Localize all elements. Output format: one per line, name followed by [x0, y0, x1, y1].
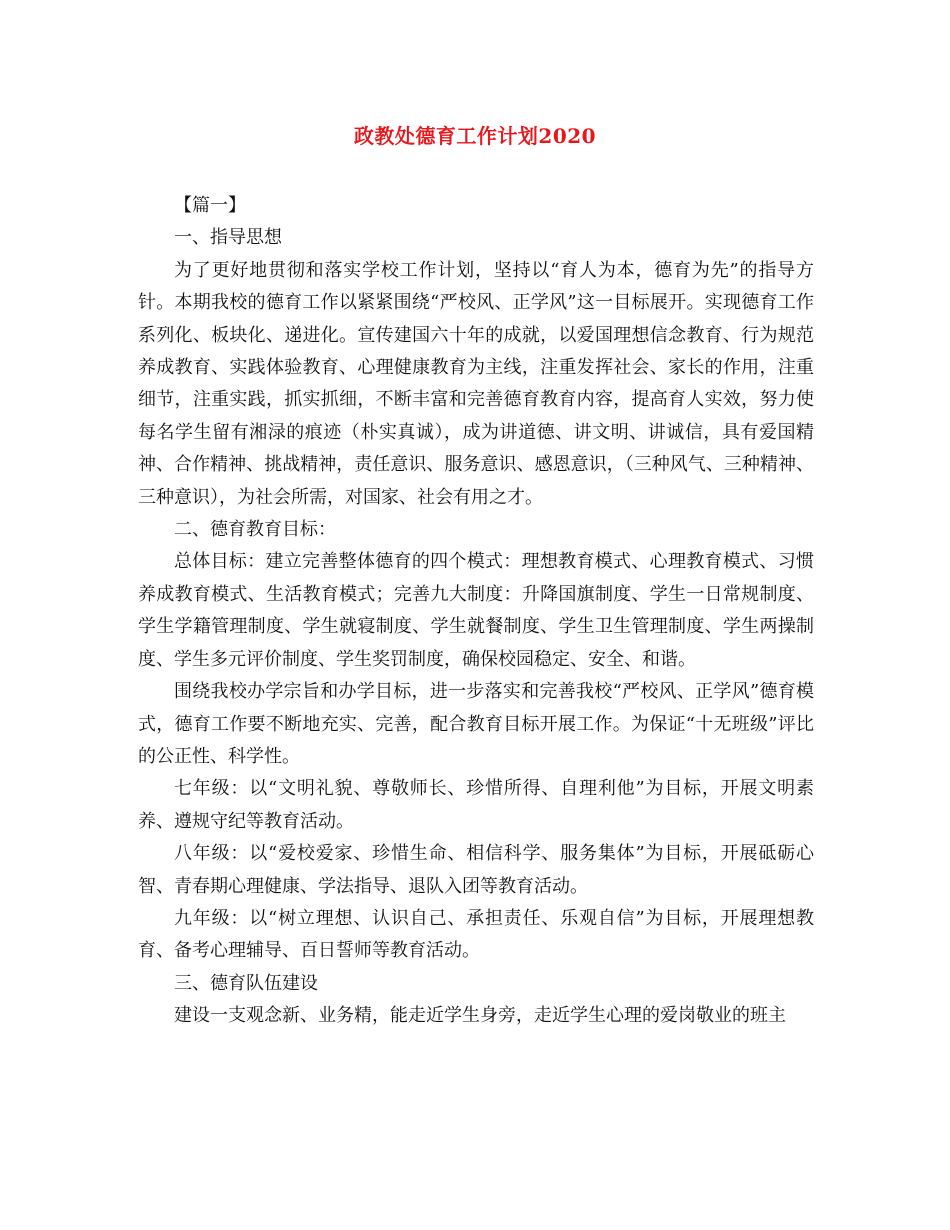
paragraph-guiding-ideology: 为了更好地贯彻和落实学校工作计划，坚持以“育人为本，德育为先”的指导方针。本期我校的德育工作以紧紧围绕“严校风、正学风”这一目标展开。实现德育工作系列化、板块化、递进化。宣传建国六十年的成就，以爱国理想信念教育、行为规范养成教育、实践体验教育、心理健康教育为主线，注重发挥社会、家长的作用，注重细节，注重实践，抓实抓细，不断丰富和完善德育教育内容，提高育人实效，努力使每名学生留有湘渌的痕迹（朴实真诚），成为讲道德、讲文明、讲诚信，具有爱国精神、合作精神、挑战精神，责任意识、服务意识、感恩意识，（三种风气、三种精神、三种意识），为社会所需，对国家、社会有用之才。 [138, 259, 814, 508]
paragraph-grade-nine: 九年级：以“树立理想、认识自己、承担责任、乐观自信”为目标，开展理想教育、备考心理辅导、百日誓师等教育活动。 [138, 907, 814, 962]
document-body [138, 190, 814, 1033]
section-label-pian-yi: 【篇一】 [174, 195, 246, 216]
heading-guiding-ideology: 一、指导思想 [174, 227, 282, 249]
paragraph-grade-seven: 七年级：以“文明礼貌、尊敬师长、珍惜所得、自理利他”为目标，开展文明素养、遵规守纪等教育活动。 [138, 778, 814, 832]
paragraph-team-building: 建设一支观念新、业务精，能走近学生身旁，走近学生心理的爱岗敬业的班主 [174, 1005, 786, 1027]
document-title: 政教处德育工作计划2020 [353, 124, 597, 148]
paragraph-school-model: 围绕我校办学宗旨和办学目标，进一步落实和完善我校“严校风、正学风”德育模式，德育工作要不断地充实、完善，配合教育目标开展工作。为保证“十无班级”评比的公正性、科学性。 [138, 681, 814, 767]
heading-education-goals: 二、德育教育目标： [174, 519, 336, 541]
heading-team-building: 三、德育队伍建设 [174, 972, 318, 994]
paragraph-overall-goal: 总体目标：建立完善整体德育的四个模式：理想教育模式、心理教育模式、习惯养成教育模式、生活教育模式；完善九大制度：升降国旗制度、学生一日常规制度、学生学籍管理制度、学生就寝制度、学生就餐制度、学生卫生管理制度、学生两操制度、学生多元评价制度、学生奖罚制度，确保校园稳定、安全、和谐。 [138, 551, 814, 670]
paragraph-grade-eight: 八年级：以“爱校爱家、珍惜生命、相信科学、服务集体”为目标，开展砥砺心智、青春期心理健康、学法指导、退队入团等教育活动。 [138, 843, 814, 897]
